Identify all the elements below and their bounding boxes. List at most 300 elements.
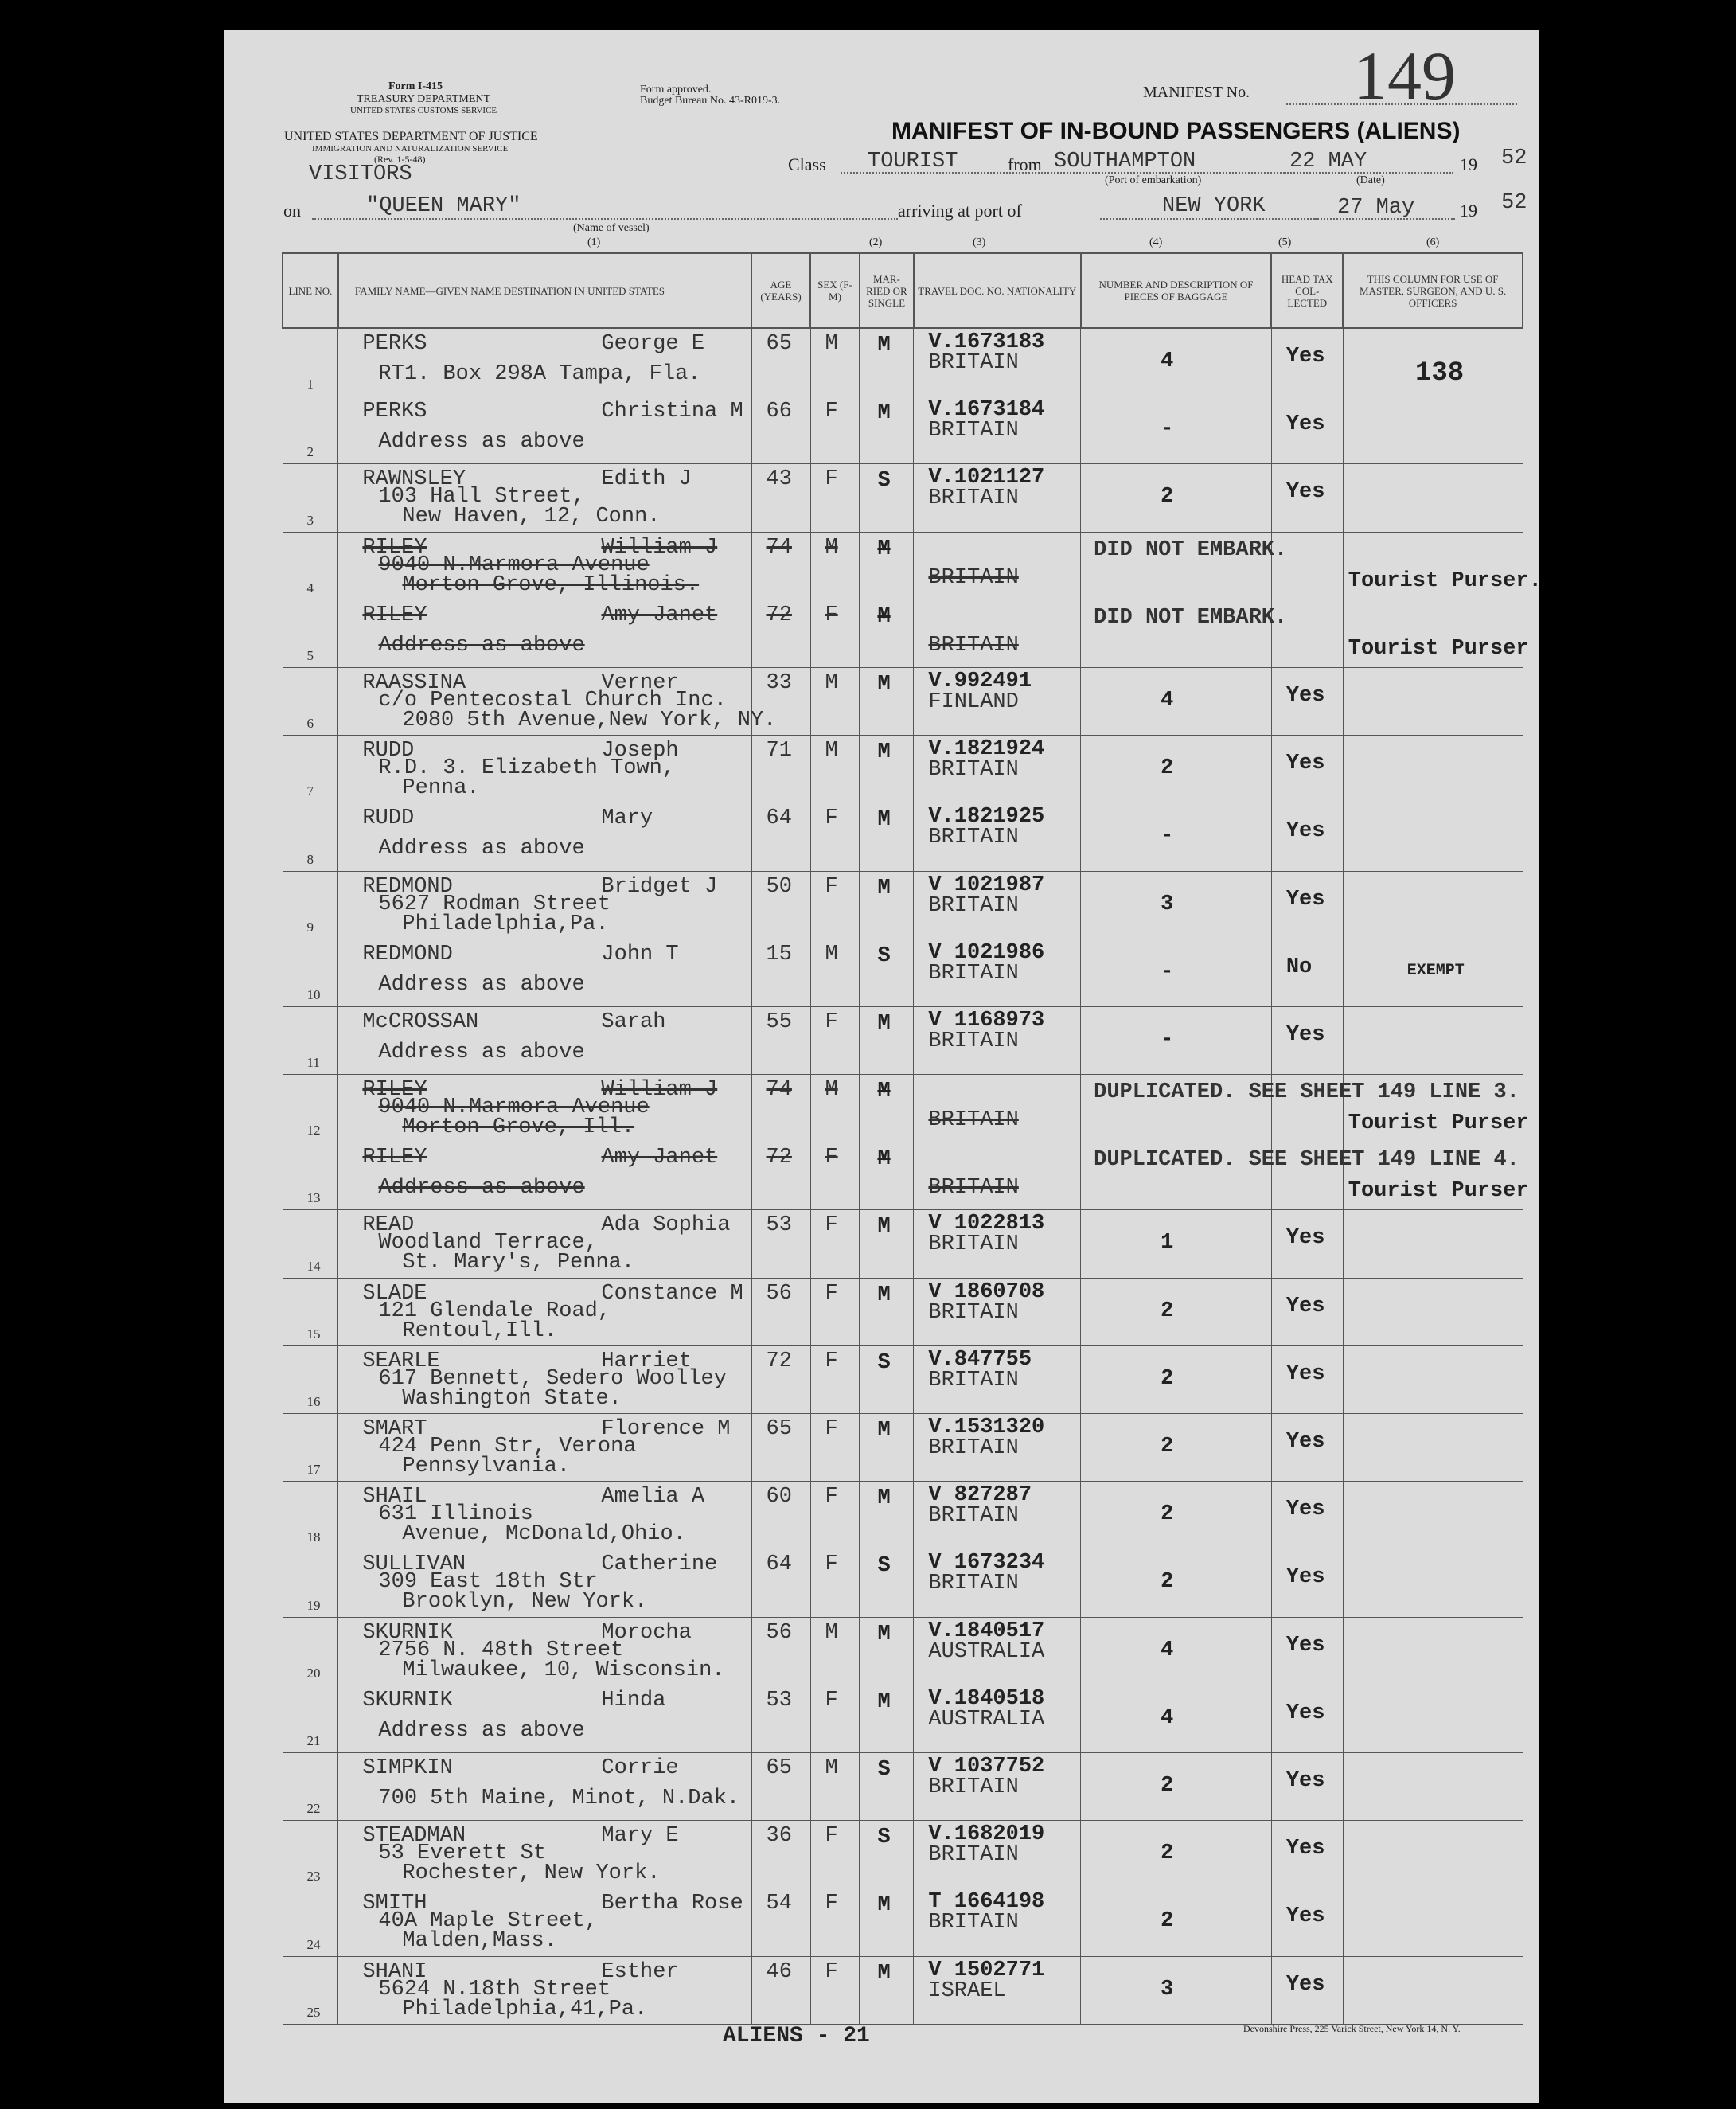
line-number-cell	[283, 1278, 338, 1345]
family-name: SKURNIK	[362, 1688, 453, 1713]
sex-cell	[810, 1075, 860, 1142]
doc-cell	[914, 1956, 1081, 2024]
age-cell	[751, 1075, 810, 1142]
travel-doc: V.1840517	[928, 1619, 1045, 1643]
line-number-cell	[283, 600, 338, 667]
officers-cell	[1343, 1278, 1523, 1345]
nationality: BRITAIN	[928, 1300, 1019, 1325]
line-number: 17	[306, 1462, 321, 1478]
name-cell	[338, 667, 777, 735]
destination-line: 103 Hall Street,	[378, 485, 585, 510]
officer-note: Tourist Purser	[1348, 1179, 1529, 1204]
table-row	[283, 803, 1523, 871]
baggage-count: 2	[1161, 756, 1174, 781]
officers-cell	[1343, 803, 1523, 871]
age: 56	[766, 1281, 792, 1306]
married-cell	[860, 1142, 914, 1210]
colnum-5: (5)	[1278, 236, 1292, 248]
sex-cell	[810, 1482, 860, 1549]
baggage-cell	[1081, 1888, 1272, 1956]
officers-cell	[1343, 1142, 1529, 1210]
family-name: PERKS	[362, 332, 427, 356]
table-row	[283, 1142, 1523, 1210]
tax-cell	[1271, 1752, 1343, 1820]
sex: F	[825, 467, 838, 492]
sex: F	[825, 1688, 838, 1713]
destination-line: Rentoul,Ill.	[402, 1318, 557, 1343]
name-cell	[338, 1414, 751, 1482]
destination-line: Address as above	[378, 633, 585, 658]
colnum-3: (3)	[973, 236, 986, 248]
doc-cell	[914, 464, 1081, 532]
sex: F	[825, 1892, 838, 1916]
baggage-cell	[1081, 396, 1272, 464]
on-label: on	[283, 201, 301, 221]
officers-cell	[1343, 667, 1523, 735]
married-cell	[860, 1821, 914, 1888]
sex-cell	[810, 1142, 860, 1210]
remark: DID NOT EMBARK.	[1094, 605, 1288, 630]
passenger-table	[282, 252, 1542, 2025]
tax-cell	[1271, 1482, 1343, 1549]
line-number: 8	[306, 851, 314, 867]
travel-doc: V.1673184	[928, 398, 1045, 423]
age-cell	[751, 1142, 810, 1210]
remark: DUPLICATED. SEE SHEET 149 LINE 3.	[1094, 1080, 1519, 1105]
destination-line: Malden,Mass.	[402, 1929, 557, 1954]
line-number-cell	[283, 803, 338, 871]
tax-cell	[1271, 1006, 1343, 1074]
doc-cell	[914, 328, 1081, 396]
age: 55	[766, 1010, 792, 1034]
name-cell	[338, 464, 751, 532]
remark: DUPLICATED. SEE SHEET 149 LINE 4.	[1094, 1148, 1519, 1173]
officers-cell	[1343, 1414, 1523, 1482]
age-cell	[751, 396, 810, 464]
name-cell	[338, 328, 751, 396]
sex: F	[825, 1959, 838, 1984]
tax-cell	[1271, 464, 1343, 532]
tax-cell	[1271, 939, 1343, 1006]
baggage-cell	[1081, 1956, 1272, 2024]
table-row	[283, 1821, 1523, 1888]
manifest-number: 149	[1353, 37, 1456, 114]
destination-line: 5627 Rodman Street	[378, 892, 611, 916]
married-cell	[860, 396, 914, 464]
given-name: Amelia A	[601, 1485, 705, 1509]
name-cell	[338, 871, 751, 939]
col-baggage: NUMBER AND DESCRIPTION OF PIECES OF BAGGAGE	[1081, 253, 1272, 328]
line-number-cell	[283, 396, 338, 464]
line-number: 16	[306, 1394, 321, 1409]
destination-line: Philadelphia,Pa.	[402, 912, 609, 936]
nationality: AUSTRALIA	[928, 1639, 1045, 1664]
name-cell	[338, 939, 751, 1006]
baggage-count: 2	[1161, 1909, 1174, 1934]
name-cell	[338, 736, 751, 803]
arriving-label: arriving at port of	[898, 201, 1022, 221]
married-cell	[860, 328, 914, 396]
sex-cell	[810, 1888, 860, 1956]
officers-cell	[1343, 1685, 1523, 1752]
married-cell	[860, 1549, 914, 1617]
baggage-cell	[1081, 871, 1272, 939]
sex: F	[825, 1349, 838, 1373]
age-cell	[751, 1210, 810, 1278]
sex: F	[825, 806, 838, 831]
officers-cell	[1343, 1006, 1523, 1074]
vessel-caption: (Name of vessel)	[573, 222, 650, 234]
tax-cell	[1271, 1821, 1343, 1888]
married-cell	[860, 1006, 914, 1074]
nationality: BRITAIN	[928, 826, 1019, 850]
nationality: AUSTRALIA	[928, 1707, 1045, 1732]
destination-line: Morton Grove, Illinois.	[402, 572, 700, 597]
married: M	[877, 401, 891, 426]
dept-justice: UNITED STATES DEPARTMENT OF JUSTICE	[284, 130, 538, 143]
destination-line: Washington State.	[402, 1386, 622, 1411]
line-number: 4	[306, 580, 314, 596]
married: M	[877, 1147, 891, 1172]
sex-cell	[810, 600, 860, 667]
destination-line: Pennsylvania.	[402, 1455, 571, 1478]
age-cell	[751, 1752, 810, 1820]
sex: F	[825, 400, 838, 424]
family-name: RUDD	[362, 739, 415, 764]
line-number-cell	[283, 1482, 338, 1549]
age-cell	[751, 803, 810, 871]
sex-cell	[810, 736, 860, 803]
age: 66	[766, 400, 792, 424]
table-row	[283, 1888, 1523, 1956]
from-label: from	[1008, 154, 1042, 174]
travel-doc: V.1531320	[928, 1416, 1045, 1439]
head-tax: Yes	[1285, 1701, 1325, 1725]
printer-credit: Devonshire Press, 225 Varick Street, New York 14, N. Y.	[1243, 2023, 1461, 2034]
baggage-cell	[1081, 1345, 1272, 1413]
destination-line: Address as above	[378, 1040, 585, 1064]
sex: F	[825, 1485, 838, 1509]
given-name: Ada Sophia	[601, 1213, 731, 1238]
destination-line: 9040 N.Marmora Avenue	[378, 553, 650, 577]
destination-line: 53 Everett St	[378, 1841, 547, 1866]
tax-cell	[1271, 736, 1343, 803]
line-number: 6	[306, 716, 314, 732]
line-number: 7	[306, 783, 314, 799]
family-name: SULLIVAN	[362, 1552, 466, 1577]
line-number: 14	[306, 1258, 321, 1274]
age: 36	[766, 1824, 792, 1849]
doc-cell	[914, 532, 1081, 600]
name-cell	[338, 1752, 751, 1820]
stamp-138: 138	[1415, 358, 1465, 389]
destination-line: 121 Glendale Road,	[378, 1299, 611, 1323]
revision: (Rev. 1-5-48)	[374, 154, 426, 165]
line-number-cell	[283, 1006, 338, 1074]
line-number: 20	[306, 1665, 321, 1681]
table-row	[283, 1006, 1523, 1074]
destination-line: Milwaukee, 10, Wisconsin.	[402, 1658, 725, 1682]
treasury-dept: TREASURY DEPARTMENT	[357, 93, 491, 105]
officers-cell	[1343, 1549, 1523, 1617]
baggage-count: 2	[1161, 1773, 1174, 1798]
destination-line: 2080 5th Avenue,New York, NY.	[402, 708, 777, 732]
head-tax: Yes	[1285, 1498, 1325, 1522]
line-number: 21	[306, 1732, 321, 1748]
line-number-cell	[283, 1685, 338, 1752]
name-cell	[338, 1888, 751, 1956]
sex-cell	[810, 1685, 860, 1752]
baggage-count: -	[1161, 417, 1174, 442]
family-name: McCROSSAN	[362, 1010, 479, 1034]
head-tax: Yes	[1285, 1904, 1325, 1929]
sex: M	[825, 332, 838, 356]
line-number-cell	[283, 1345, 338, 1413]
doc-cell	[914, 1075, 1081, 1142]
doc-cell	[914, 1888, 1081, 1956]
destination-line: Address as above	[378, 1718, 585, 1743]
married-cell	[860, 464, 914, 532]
travel-doc: V 1022813	[928, 1212, 1045, 1236]
baggage-cell	[1081, 532, 1288, 600]
table-row	[283, 1210, 1523, 1278]
married: S	[877, 943, 891, 968]
line-number-cell	[283, 464, 338, 532]
married: M	[877, 604, 891, 629]
class-value: TOURIST	[868, 150, 958, 174]
baggage-cell	[1081, 1821, 1272, 1888]
destination-line: Rochester, New York.	[402, 1861, 661, 1886]
given-name: Sarah	[601, 1010, 666, 1034]
nationality: BRITAIN	[928, 1368, 1019, 1392]
sex-cell	[810, 328, 860, 396]
line-number-cell	[283, 939, 338, 1006]
tax-cell	[1271, 1278, 1343, 1345]
travel-doc: V 1021986	[928, 940, 1045, 965]
baggage-count: 4	[1161, 350, 1174, 373]
travel-doc: V.1682019	[928, 1822, 1045, 1847]
married: M	[877, 672, 891, 697]
head-tax: Yes	[1285, 1837, 1325, 1861]
nationality: FINLAND	[928, 689, 1019, 714]
family-name: SKURNIK	[362, 1620, 453, 1645]
sex-cell	[810, 871, 860, 939]
line-number-cell	[283, 667, 338, 735]
sex: M	[825, 739, 838, 764]
tax-cell	[1271, 1345, 1343, 1413]
table-row	[283, 532, 1523, 600]
table-row	[283, 736, 1523, 803]
married-cell	[860, 939, 914, 1006]
doc-cell	[914, 396, 1081, 464]
family-name: RAASSINA	[362, 670, 466, 695]
baggage-cell	[1081, 464, 1272, 532]
married-cell	[860, 1482, 914, 1549]
sex: M	[825, 1620, 838, 1645]
doc-cell	[914, 1142, 1081, 1210]
married: S	[877, 1757, 891, 1782]
family-name: SMITH	[362, 1892, 427, 1916]
doc-cell	[914, 667, 1081, 735]
line-number-cell	[283, 532, 338, 600]
colnum-4: (4)	[1149, 236, 1163, 248]
nationality: BRITAIN	[928, 486, 1019, 511]
sex: F	[825, 1010, 838, 1034]
destination-line: R.D. 3. Elizabeth Town,	[378, 756, 676, 781]
married: M	[877, 1961, 891, 1986]
line-number: 3	[306, 512, 314, 528]
tax-cell	[1271, 396, 1343, 464]
line-number-cell	[283, 1752, 338, 1820]
travel-doc: V.1821924	[928, 737, 1045, 762]
col-line: LINE NO.	[283, 253, 338, 328]
family-name: RILEY	[362, 535, 427, 560]
baggage-count: 2	[1161, 485, 1174, 510]
line-number-cell	[283, 1821, 338, 1888]
officers-cell	[1343, 1821, 1523, 1888]
married: M	[877, 740, 891, 765]
line-number-cell	[283, 1888, 338, 1956]
officers-cell	[1343, 1752, 1523, 1820]
age: 53	[766, 1213, 792, 1238]
head-tax: Yes	[1285, 1768, 1325, 1793]
head-tax: Yes	[1285, 683, 1325, 708]
sex: F	[825, 1213, 838, 1238]
travel-doc: V 1021987	[928, 873, 1045, 897]
sex-cell	[810, 464, 860, 532]
sex: F	[825, 874, 838, 899]
married-cell	[860, 1685, 914, 1752]
age: 43	[766, 467, 792, 492]
baggage-count: 2	[1161, 1841, 1174, 1866]
tax-cell	[1271, 871, 1343, 939]
sex: M	[825, 535, 838, 560]
tax-cell	[1271, 1888, 1343, 1956]
sex-cell	[810, 532, 860, 600]
destination-line: Morton Grove, Ill.	[402, 1115, 635, 1140]
line-number: 15	[306, 1326, 321, 1342]
family-name: READ	[362, 1213, 415, 1238]
line-number-cell	[283, 871, 338, 939]
table-row	[283, 600, 1523, 667]
age-cell	[751, 1549, 810, 1617]
married: M	[877, 1689, 891, 1714]
age: 46	[766, 1959, 792, 1984]
sex: F	[825, 1146, 838, 1170]
married-cell	[860, 871, 914, 939]
tax-cell	[1271, 1075, 1343, 1142]
sex: F	[825, 1281, 838, 1306]
doc-cell	[914, 1414, 1081, 1482]
given-name: Mary	[601, 806, 653, 831]
name-cell	[338, 1685, 751, 1752]
sex: M	[825, 942, 838, 967]
age-cell	[751, 1617, 810, 1685]
travel-doc: V.992491	[928, 669, 1032, 693]
doc-cell	[914, 736, 1081, 803]
line-number: 9	[306, 919, 314, 935]
table-row	[283, 1549, 1523, 1617]
officers-cell	[1343, 1210, 1523, 1278]
married-cell	[860, 1345, 914, 1413]
baggage-cell	[1081, 1482, 1272, 1549]
doc-cell	[914, 1617, 1081, 1685]
officers-cell	[1343, 532, 1542, 600]
officers-cell	[1343, 1345, 1523, 1413]
age: 33	[766, 670, 792, 695]
age: 53	[766, 1688, 792, 1713]
head-tax: Yes	[1285, 752, 1325, 776]
married-cell	[860, 1888, 914, 1956]
married: M	[877, 1419, 891, 1443]
line-number-cell	[283, 736, 338, 803]
age: 64	[766, 1552, 792, 1577]
given-name: Catherine	[601, 1552, 718, 1577]
nationality: BRITAIN	[928, 1775, 1019, 1799]
table-row	[283, 1278, 1523, 1345]
family-name: STEADMAN	[362, 1824, 466, 1849]
baggage-count: 4	[1161, 688, 1174, 713]
age: 72	[766, 1349, 792, 1373]
line-number-cell	[283, 1956, 338, 2024]
married-cell	[860, 667, 914, 735]
baggage-count: 3	[1161, 1977, 1174, 2002]
line-number: 5	[306, 647, 314, 663]
age: 74	[766, 535, 792, 560]
destination-line: Address as above	[378, 430, 585, 455]
line-number: 22	[306, 1801, 321, 1817]
doc-cell	[914, 939, 1081, 1006]
head-tax: Yes	[1285, 1226, 1325, 1251]
destination-line: St. Mary's, Penna.	[402, 1251, 635, 1275]
nationality: BRITAIN	[928, 961, 1019, 986]
nationality: BRITAIN	[928, 893, 1019, 918]
baggage-cell	[1081, 736, 1272, 803]
destination-line: 700 5th Maine, Minot, N.Dak.	[378, 1786, 740, 1810]
destination-line: Address as above	[378, 1176, 585, 1201]
given-name: Esther	[601, 1959, 679, 1984]
nationality: BRITAIN	[928, 758, 1019, 783]
tax-cell	[1271, 1210, 1343, 1278]
table-row	[283, 1482, 1523, 1549]
table-row	[283, 871, 1523, 939]
family-name: REDMOND	[362, 942, 453, 967]
line-number: 2	[306, 444, 314, 460]
line-number: 1	[306, 377, 314, 393]
baggage-count: 3	[1161, 892, 1174, 916]
age-cell	[751, 532, 810, 600]
sex-cell	[810, 1752, 860, 1820]
married-cell	[860, 600, 914, 667]
married: M	[877, 537, 891, 561]
manifest-no-label: MANIFEST No.	[1143, 84, 1250, 101]
family-name: SMART	[362, 1417, 427, 1441]
travel-doc: T 1664198	[928, 1890, 1045, 1915]
table-row	[283, 1752, 1523, 1820]
married: S	[877, 1554, 891, 1579]
head-tax: No	[1285, 955, 1313, 979]
married-cell	[860, 1210, 914, 1278]
table-row	[283, 396, 1523, 464]
baggage-cell	[1081, 667, 1272, 735]
col-tax: HEAD TAX COL-LECTED	[1271, 253, 1343, 328]
doc-cell	[914, 1006, 1081, 1074]
age: 60	[766, 1485, 792, 1509]
destination-line: 424 Penn Str, Verona	[378, 1435, 637, 1459]
family-name: PERKS	[362, 400, 427, 424]
officers-cell	[1343, 600, 1529, 667]
head-tax: Yes	[1285, 1972, 1325, 1997]
